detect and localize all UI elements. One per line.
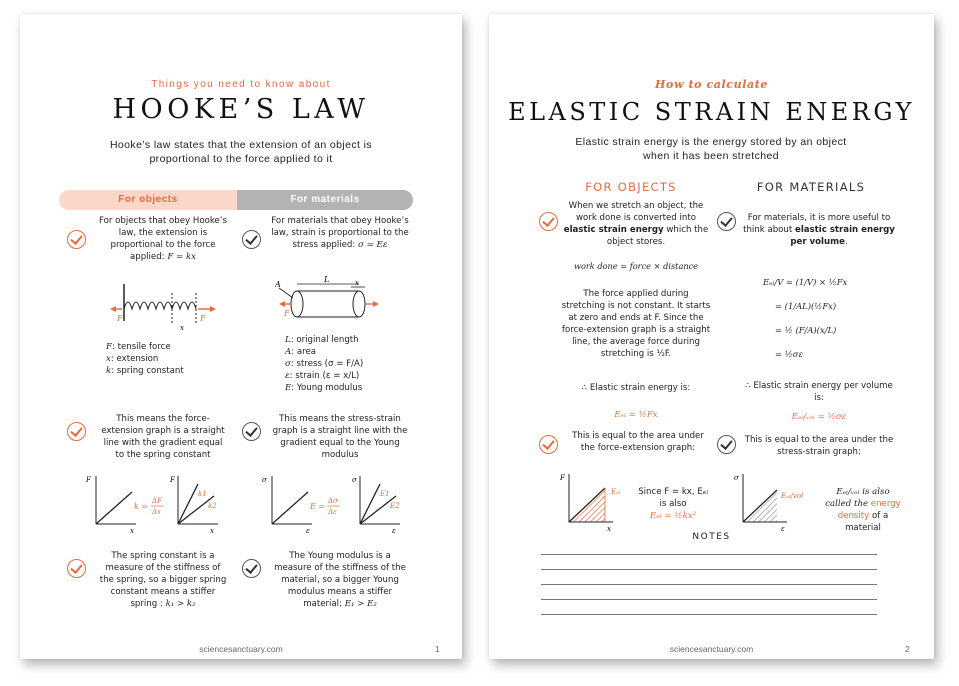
page2-intro: Elastic strain energy is the energy stored by an object when it has been stretched bbox=[575, 136, 847, 162]
svg-text:x: x bbox=[210, 527, 214, 534]
svg-text:x: x bbox=[130, 527, 134, 534]
svg-text:E1: E1 bbox=[380, 490, 390, 498]
check-icon bbox=[242, 559, 261, 578]
ext-label: x bbox=[355, 279, 359, 287]
mat-legend: L: original length A: area σ: stress (σ = F/A) ε: strain (ε = x/L) E: Young modulus bbox=[285, 335, 364, 393]
svg-text:σ: σ bbox=[734, 474, 739, 482]
length-label: L bbox=[324, 276, 330, 284]
spring-diagram bbox=[108, 279, 223, 334]
obj-point-1: For objects that obey Hooke’s law, the extension is proportional to the force applied: F = kx bbox=[99, 216, 227, 262]
mat-equation: Eₑₗ/ᵥₒₗ = ½σε bbox=[791, 412, 847, 422]
col-objects-heading: FOR OBJECTS bbox=[585, 180, 677, 194]
obj-p5: Since F = kx, Eₑₗ is also Eₑₗ = ½kx² bbox=[638, 487, 708, 521]
cylinder-diagram bbox=[275, 276, 385, 334]
svg-text:F: F bbox=[560, 474, 565, 482]
note-line[interactable] bbox=[541, 569, 877, 570]
spring-extension-label: x bbox=[180, 324, 184, 332]
spring-force-label: F bbox=[117, 314, 123, 323]
mat-derivation: Eₑₗ/V = (1/V) × ½Fx = (1/AL)(½Fx) = ½ (F/A)(x/L) = ½σε bbox=[763, 277, 848, 359]
check-icon bbox=[242, 422, 261, 441]
svg-text:Δx: Δx bbox=[152, 508, 162, 516]
svg-text:Eₑₗ/vol: Eₑₗ/vol bbox=[781, 492, 804, 500]
obj-p3: ∴ Elastic strain energy is: bbox=[581, 383, 691, 393]
obj-legend: F: tensile force x: extension k: spring constant bbox=[106, 342, 184, 376]
svg-text:Eₑₗ: Eₑₗ bbox=[611, 488, 621, 496]
page1-number: 1 bbox=[435, 644, 440, 654]
area-label: A bbox=[275, 280, 281, 289]
obj-point-2: This means the force-extension graph is a straight line with the gradient equal to the spring constant bbox=[101, 414, 225, 460]
mat-p4: This is equal to the area under the stress-strain graph: bbox=[744, 435, 894, 457]
note-line[interactable] bbox=[541, 584, 877, 585]
check-icon bbox=[67, 422, 86, 441]
page-1 bbox=[20, 14, 462, 659]
page2-footer[interactable]: sciencesanctuary.com bbox=[669, 644, 754, 654]
spring-force-label: F bbox=[200, 314, 206, 323]
svg-text:F: F bbox=[86, 476, 91, 484]
check-icon bbox=[539, 212, 558, 231]
obj-p2: The force applied during stretching is not constant. It starts at zero and ends at F. Since the force-extension graph is a straight line, the average force during stretching is ½F. bbox=[561, 289, 711, 359]
page1-title: HOOKE’S LAW bbox=[112, 94, 370, 125]
svg-text:Δε: Δε bbox=[328, 508, 337, 516]
mat-p1: For materials, it is more useful to think about elastic strain energy per volume. bbox=[743, 213, 895, 247]
svg-text:σ: σ bbox=[352, 476, 357, 484]
svg-text:k =: k = bbox=[134, 502, 149, 511]
obj-point-3: The spring constant is a measure of the stiffness of the spring, so a bigger spring constant means a stiffer spring : k₁ > k₂ bbox=[99, 551, 227, 609]
svg-text:ε: ε bbox=[306, 527, 310, 534]
svg-text:E2: E2 bbox=[390, 502, 400, 510]
page1-intro: Hooke’s law states that the extension of an object is proportional to the force applied to it bbox=[109, 139, 373, 165]
svg-text:σ: σ bbox=[262, 476, 267, 484]
page1-footer[interactable]: sciencesanctuary.com bbox=[199, 644, 283, 654]
svg-text:k1: k1 bbox=[198, 490, 207, 498]
stress-strain-area-graph bbox=[731, 470, 811, 534]
check-icon bbox=[67, 559, 86, 578]
col-materials-heading: FOR MATERIALS bbox=[756, 180, 866, 194]
svg-text:ε: ε bbox=[781, 525, 785, 533]
force-label: F bbox=[284, 309, 290, 318]
check-icon bbox=[539, 435, 558, 454]
svg-text:k2: k2 bbox=[208, 502, 217, 510]
mat-p5: Eₑₗ/ᵥₒₗ is also called the energy density of a material bbox=[825, 487, 901, 533]
page2-title: ELASTIC STRAIN ENERGY bbox=[508, 98, 915, 126]
tab-for-objects[interactable]: For objects bbox=[59, 190, 237, 210]
note-line[interactable] bbox=[541, 554, 877, 555]
check-icon bbox=[717, 435, 736, 454]
mat-p3: ∴ Elastic strain energy per volume is: bbox=[745, 381, 893, 403]
stress-strain-graph bbox=[260, 472, 352, 534]
obj-equation: Eₑₗ = ½Fx bbox=[614, 410, 658, 420]
svg-text:ΔF: ΔF bbox=[152, 497, 162, 505]
obj-p4: This is equal to the area under the force-extension graph: bbox=[572, 431, 704, 453]
mat-point-2: This means the stress-strain graph is a straight line with the gradient equal to the Young modulus bbox=[272, 414, 408, 460]
check-icon bbox=[717, 212, 736, 231]
notes-heading: NOTES bbox=[692, 532, 731, 542]
mat-point-1: For materials that obey Hooke’s law, strain is proportional to the stress applied: σ = Eε bbox=[271, 216, 409, 250]
page1-kicker: Things you need to know about bbox=[151, 79, 331, 90]
page2-kicker: How to calculate bbox=[655, 78, 768, 91]
stiffness-compare-graph bbox=[168, 472, 228, 534]
page2-number: 2 bbox=[905, 644, 910, 654]
mat-point-3: The Young modulus is a measure of the stiffness of the material, so a bigger Young modulus means a stiffer material: E₁ > E₂ bbox=[274, 551, 406, 609]
svg-text:x: x bbox=[607, 525, 611, 533]
check-icon bbox=[242, 230, 261, 249]
modulus-compare-graph bbox=[350, 472, 410, 534]
svg-text:F: F bbox=[170, 476, 175, 484]
svg-text:E =: E = bbox=[310, 502, 326, 511]
note-line[interactable] bbox=[541, 614, 877, 615]
tab-for-materials[interactable]: For materials bbox=[237, 190, 413, 210]
svg-text:Δσ: Δσ bbox=[328, 497, 338, 505]
work-equation: work done = force × distance bbox=[573, 261, 699, 271]
obj-p1: When we stretch an object, the work done is converted into elastic strain energy which the object stores. bbox=[563, 201, 709, 247]
check-icon bbox=[67, 230, 86, 249]
force-extension-area-graph bbox=[557, 470, 637, 534]
page-2 bbox=[489, 14, 934, 659]
note-line[interactable] bbox=[541, 599, 877, 600]
force-extension-graph bbox=[84, 472, 174, 534]
svg-text:ε: ε bbox=[392, 527, 396, 534]
